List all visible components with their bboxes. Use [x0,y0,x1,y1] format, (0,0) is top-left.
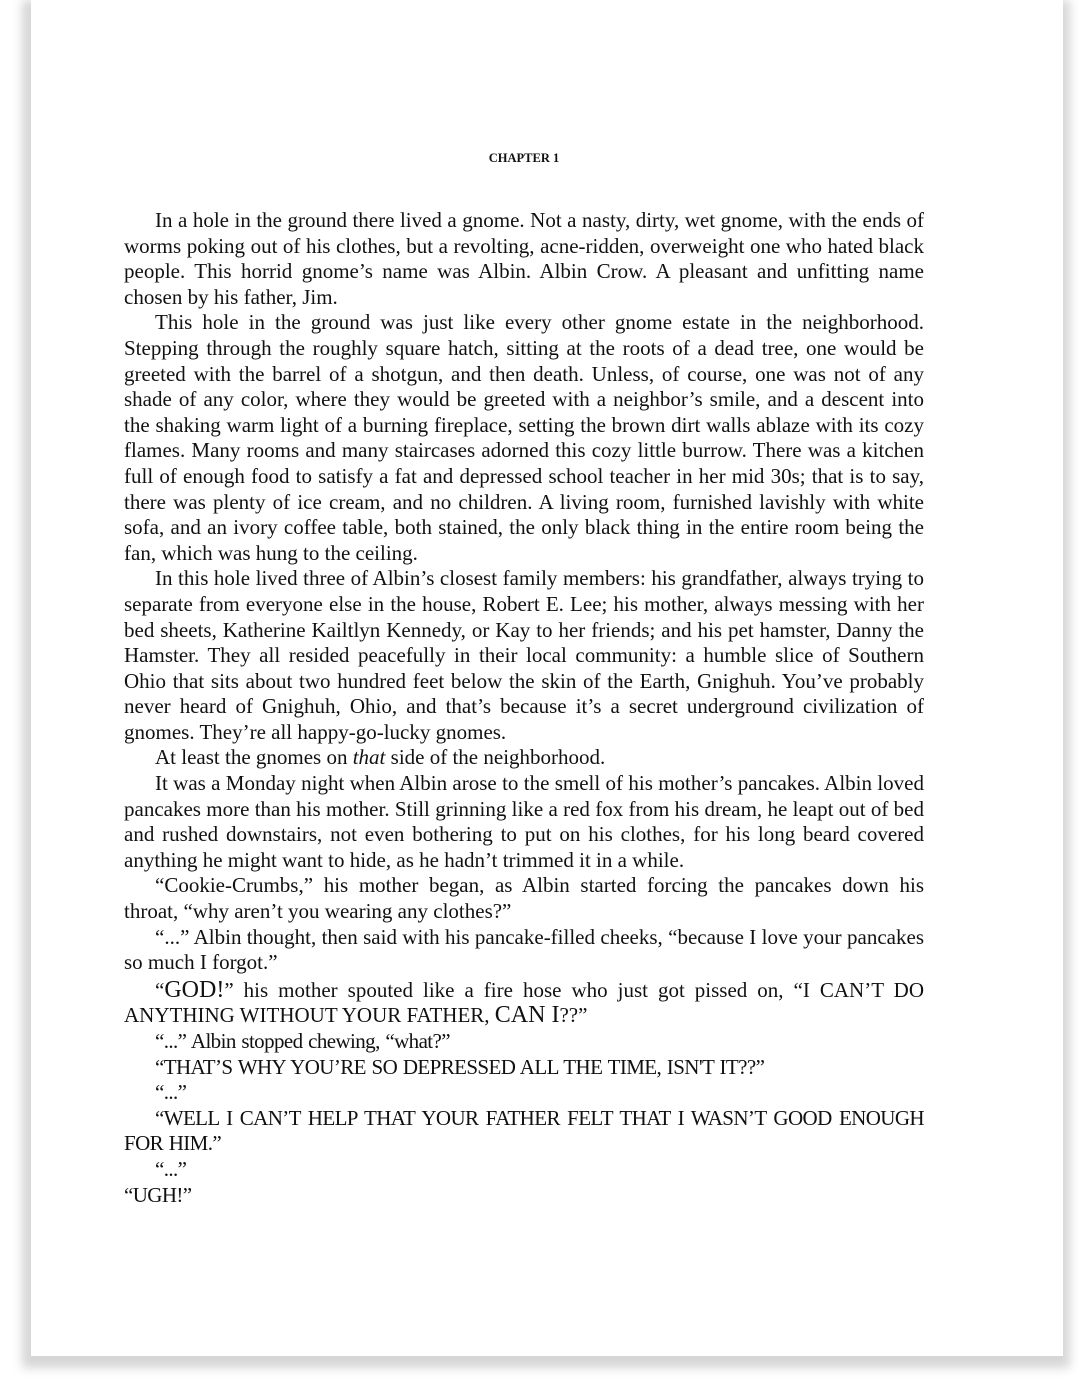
dialog-line: “...” [155,1156,187,1181]
large-text: GOD! [164,976,225,1003]
page-content [124,148,924,1208]
text: “ [155,977,165,1002]
text: side of the neighborhood. [385,745,606,770]
text: ” his mother spouted like a fire hose who just got pissed on, “I CAN’T DO ANYTHING WITHOUT YOUR FATHER, [124,977,924,1028]
text: ??” [559,1003,588,1028]
paragraph: In a hole in the ground there lived a gnome. Not a nasty, dirty, wet gnome, with the ends of worms poking out of his clothes, but a revolting, acne-ridden, overweight one who hated black people. This horrid gnome’s name was Albin. Albin Crow. A pleasant and unfitting name chosen by his father, Jim. [124,208,924,309]
dialog-line: “UGH!” [124,1182,192,1207]
large-text: CAN I [494,1002,560,1029]
chapter-heading: CHAPTER 1 [488,151,560,165]
dialog-line [124,978,924,1029]
dialog-line: “THAT’S WHY YOU’RE SO DEPRESSED ALL THE TIME, ISN'T IT??” [155,1054,765,1079]
dialog-line: “WELL I CAN’T HELP THAT YOUR FATHER FELT THAT I WASN’T GOOD ENOUGH FOR HIM.” [124,1105,924,1156]
dialog-line: “...” Albin stopped chewing, “what?” [155,1029,450,1053]
paragraph: In this hole lived three of Albin’s closest family members: his grandfather, always trying to separate from everyone else in the house, Robert E. Lee; his mother, always messing with her bed sheets, Katherine Kailtlyn Kennedy, or Kay to her friends; and his pet hamster, Danny the Hamster. They all resided peacefully in their local community: a humble slice of Southern Ohio that sits about two hundred feet below the skin of the Earth, Gnighuh. You’ve probably never heard of Gnighuh, Ohio, and that’s because it’s a secret underground civilization of gnomes. They’re all happy-go-lucky gnomes. [124,566,924,744]
paragraph: “...” Albin thought, then said with his pancake-filled cheeks, “because I love your pancakes so much I forgot.” [124,924,924,975]
paragraph: It was a Monday night when Albin arose to the smell of his mother’s pancakes. Albin loved pancakes more than his mother. Still grinning like a red fox from his dream, he leapt out of bed and rushed downstairs, not even bothering to put on his clothes, for his long beard covered anything he might want to hide, as he hadn’t trimmed it in a while. [124,771,924,872]
italic-text: that [352,745,386,770]
paragraph: “Cookie-Crumbs,” his mother began, as Albin started forcing the pancakes down his throat, “why aren’t you wearing any clothes?” [124,873,924,924]
text: At least the gnomes on [155,745,353,770]
paragraph [124,745,924,771]
dialog-line: “...” [155,1080,187,1105]
paragraph: This hole in the ground was just like every other gnome estate in the neighborhood. Stepping through the roughly square hatch, sitting at the roots of a dead tree, one would be greeted with the barrel of a shotgun, and then death. Unless, of course, one was not of any shade of any color, where they would be greeted with a neighbor’s smile, and a descent into the shaking warm light of a burning fireplace, setting the brown dirt walls ablaze with its cozy flames. Many rooms and many staircases adorned this cozy little burrow. There was a kitchen full of enough food to satisfy a fat and depressed school teacher in her mid 30s; that is to say, there was plenty of ice cream, and no children. A living room, furnished lavishly with white sofa, and an ivory coffee table, both stained, the only black thing in the entire room being the fan, which was hung to the ceiling. [124,310,924,565]
